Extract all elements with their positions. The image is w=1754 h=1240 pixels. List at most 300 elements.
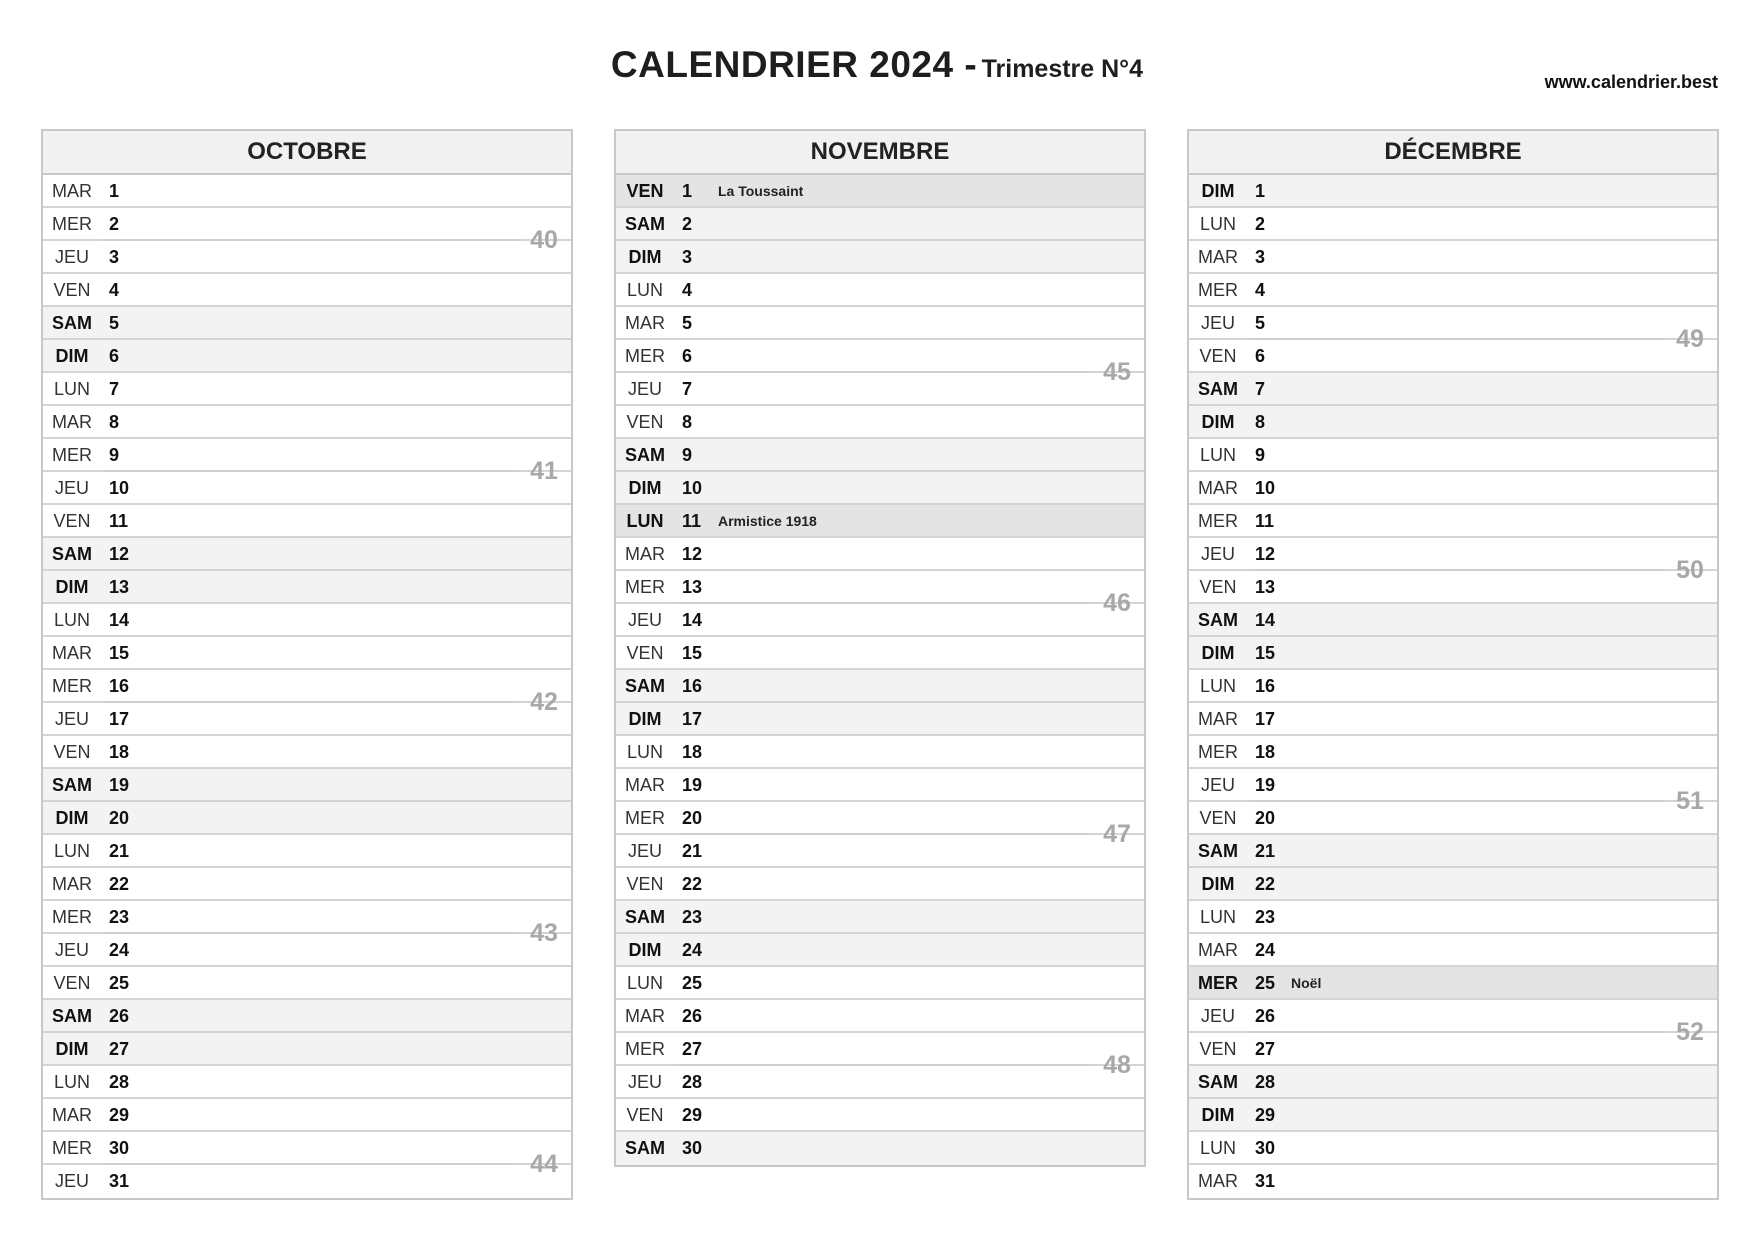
day-number: 7 <box>109 379 120 399</box>
day-number: 5 <box>682 313 693 333</box>
day-of-week: MER <box>1198 280 1238 300</box>
month-column-1 <box>41 129 573 1200</box>
day-number: 26 <box>1255 1006 1276 1026</box>
day-of-week: JEU <box>54 940 89 960</box>
day-of-week: MER <box>625 808 665 828</box>
day-number: 7 <box>1255 379 1266 399</box>
day-of-week: VEN <box>53 742 91 762</box>
day-row <box>43 307 571 340</box>
day-row <box>616 208 1144 241</box>
day-row <box>616 769 1144 802</box>
day-of-week: VEN <box>626 1105 664 1125</box>
week-number: 41 <box>530 457 558 485</box>
day-of-week: SAM <box>625 907 665 927</box>
day-of-week: VEN <box>626 181 664 201</box>
week-separator-line <box>1249 800 1665 802</box>
day-of-week: JEU <box>1200 313 1235 333</box>
week-number: 43 <box>530 919 558 947</box>
day-of-week: MER <box>52 907 92 927</box>
day-of-week: MER <box>52 445 92 465</box>
week-number: 45 <box>1103 358 1131 386</box>
day-of-week: SAM <box>1198 1072 1238 1092</box>
day-row <box>43 769 571 802</box>
day-number: 4 <box>109 280 120 300</box>
day-of-week: MAR <box>1198 1171 1238 1191</box>
day-row <box>1189 571 1717 604</box>
day-row <box>43 802 571 835</box>
day-row <box>1189 274 1717 307</box>
day-row <box>616 538 1144 571</box>
day-of-week: DIM <box>55 577 89 597</box>
day-row <box>43 340 571 373</box>
day-row <box>616 736 1144 769</box>
day-number: 18 <box>1255 742 1276 762</box>
day-row <box>1189 967 1717 1000</box>
day-row <box>43 1099 571 1132</box>
day-of-week: LUN <box>53 610 90 630</box>
day-row <box>616 604 1144 637</box>
day-number: 16 <box>682 676 703 696</box>
day-number: 8 <box>682 412 693 432</box>
day-row <box>43 472 571 505</box>
day-row <box>1189 670 1717 703</box>
day-number: 25 <box>682 973 703 993</box>
day-number: 2 <box>682 214 693 234</box>
day-row <box>1189 439 1717 472</box>
day-row <box>616 472 1144 505</box>
day-of-week: SAM <box>52 313 92 333</box>
day-number: 18 <box>109 742 130 762</box>
holiday-name: La Toussaint <box>718 183 804 199</box>
day-number: 27 <box>682 1039 703 1059</box>
day-row <box>616 934 1144 967</box>
day-of-week: DIM <box>55 808 89 828</box>
day-of-week: DIM <box>628 940 662 960</box>
day-row <box>43 406 571 439</box>
day-of-week: MAR <box>52 1105 92 1125</box>
day-row <box>616 1033 1144 1066</box>
day-row <box>1189 736 1717 769</box>
day-of-week: VEN <box>1199 808 1237 828</box>
day-of-week: VEN <box>53 973 91 993</box>
day-of-week: JEU <box>54 709 89 729</box>
day-row <box>616 373 1144 406</box>
day-of-week: LUN <box>53 379 90 399</box>
day-row <box>616 571 1144 604</box>
day-of-week: SAM <box>1198 841 1238 861</box>
holiday-name: Noël <box>1291 975 1322 991</box>
day-row <box>1189 175 1717 208</box>
title-subtitle: Trimestre N°4 <box>981 55 1144 83</box>
holiday-name: Armistice 1918 <box>718 513 817 529</box>
day-number: 20 <box>109 808 130 828</box>
month-column-3 <box>1187 129 1719 1200</box>
week-number: 46 <box>1103 589 1131 617</box>
day-number: 1 <box>682 181 693 201</box>
day-row <box>616 307 1144 340</box>
day-number: 10 <box>109 478 130 498</box>
day-number: 11 <box>109 511 129 531</box>
day-of-week: MAR <box>52 643 92 663</box>
day-number: 30 <box>1255 1138 1276 1158</box>
day-row <box>43 868 571 901</box>
day-of-week: MAR <box>625 1006 665 1026</box>
month-header: OCTOBRE <box>43 131 571 175</box>
day-row <box>1189 241 1717 274</box>
day-number: 27 <box>1255 1039 1276 1059</box>
day-number: 4 <box>1255 280 1266 300</box>
day-of-week: SAM <box>625 676 665 696</box>
day-of-week: VEN <box>53 280 91 300</box>
day-of-week: LUN <box>626 280 663 300</box>
day-of-week: LUN <box>1199 907 1236 927</box>
day-number: 19 <box>682 775 703 795</box>
day-of-week: DIM <box>1201 1105 1235 1125</box>
day-row <box>616 637 1144 670</box>
day-of-week: LUN <box>626 973 663 993</box>
day-number: 18 <box>682 742 703 762</box>
day-row <box>616 505 1144 538</box>
day-row <box>1189 769 1717 802</box>
title-main: CALENDRIER 2024 - <box>610 44 978 85</box>
week-number: 47 <box>1103 820 1131 848</box>
week-separator-line <box>676 602 1092 604</box>
day-row <box>616 241 1144 274</box>
day-row <box>1189 1066 1717 1099</box>
day-row <box>616 868 1144 901</box>
day-number: 16 <box>109 676 130 696</box>
day-row <box>43 208 571 241</box>
day-number: 17 <box>109 709 130 729</box>
day-row <box>43 538 571 571</box>
day-row <box>43 1066 571 1099</box>
day-row <box>1189 505 1717 538</box>
day-row <box>1189 538 1717 571</box>
day-of-week: MER <box>625 346 665 366</box>
day-number: 29 <box>1255 1105 1276 1125</box>
day-row <box>1189 373 1717 406</box>
week-separator-line <box>103 701 519 703</box>
week-separator-line <box>1249 569 1665 571</box>
day-row <box>43 241 571 274</box>
day-row <box>616 835 1144 868</box>
day-number: 11 <box>1255 511 1275 531</box>
day-row <box>616 175 1144 208</box>
day-of-week: JEU <box>627 610 662 630</box>
day-number: 14 <box>1255 610 1276 630</box>
day-of-week: VEN <box>626 412 664 432</box>
day-number: 8 <box>109 412 120 432</box>
day-number: 2 <box>109 214 120 234</box>
day-number: 25 <box>109 973 130 993</box>
day-row <box>43 1165 571 1198</box>
day-number: 8 <box>1255 412 1266 432</box>
day-row <box>616 406 1144 439</box>
day-of-week: JEU <box>627 379 662 399</box>
day-of-week: MAR <box>1198 247 1238 267</box>
day-row <box>1189 835 1717 868</box>
month-header: NOVEMBRE <box>616 131 1144 175</box>
day-number: 22 <box>682 874 703 894</box>
week-separator-line <box>676 833 1092 835</box>
day-number: 24 <box>109 940 130 960</box>
week-separator-line <box>103 470 519 472</box>
day-number: 6 <box>109 346 120 366</box>
day-number: 12 <box>1255 544 1276 564</box>
day-of-week: DIM <box>55 1039 89 1059</box>
day-number: 13 <box>1255 577 1276 597</box>
day-number: 24 <box>1255 940 1276 960</box>
day-number: 13 <box>109 577 130 597</box>
day-row <box>616 439 1144 472</box>
day-of-week: MER <box>52 676 92 696</box>
day-row <box>43 604 571 637</box>
day-of-week: DIM <box>1201 412 1235 432</box>
day-number: 28 <box>682 1072 703 1092</box>
website-label: www.calendrier.best <box>1544 72 1718 92</box>
day-of-week: SAM <box>52 775 92 795</box>
day-number: 14 <box>682 610 703 630</box>
day-number: 6 <box>1255 346 1266 366</box>
day-of-week: MER <box>1198 742 1238 762</box>
day-row <box>43 1132 571 1165</box>
day-of-week: JEU <box>1200 775 1235 795</box>
day-number: 15 <box>682 643 703 663</box>
day-number: 3 <box>682 247 693 267</box>
day-of-week: MAR <box>625 775 665 795</box>
day-number: 10 <box>1255 478 1276 498</box>
day-row <box>43 835 571 868</box>
day-of-week: DIM <box>1201 643 1235 663</box>
day-number: 24 <box>682 940 703 960</box>
day-of-week: SAM <box>1198 379 1238 399</box>
day-row <box>1189 1033 1717 1066</box>
day-row <box>1189 1000 1717 1033</box>
day-row <box>43 670 571 703</box>
day-row <box>43 274 571 307</box>
day-of-week: MAR <box>52 181 92 201</box>
day-row <box>616 1132 1144 1165</box>
day-of-week: JEU <box>1200 544 1235 564</box>
day-of-week: DIM <box>55 346 89 366</box>
day-row <box>1189 934 1717 967</box>
day-number: 30 <box>109 1138 130 1158</box>
day-of-week: MER <box>1198 511 1238 531</box>
day-row <box>43 703 571 736</box>
day-of-week: JEU <box>54 247 89 267</box>
day-number: 17 <box>682 709 703 729</box>
day-number: 15 <box>109 643 130 663</box>
day-of-week: MER <box>625 1039 665 1059</box>
day-row <box>1189 340 1717 373</box>
day-number: 26 <box>109 1006 130 1026</box>
day-row <box>43 373 571 406</box>
day-of-week: LUN <box>1199 445 1236 465</box>
week-separator-line <box>676 371 1092 373</box>
day-of-week: DIM <box>628 247 662 267</box>
day-row <box>43 175 571 208</box>
day-number: 21 <box>682 841 703 861</box>
day-row <box>1189 406 1717 439</box>
day-row <box>1189 802 1717 835</box>
day-of-week: MAR <box>1198 940 1238 960</box>
day-number: 23 <box>109 907 130 927</box>
day-number: 28 <box>1255 1072 1276 1092</box>
day-row <box>1189 901 1717 934</box>
day-of-week: LUN <box>53 1072 90 1092</box>
day-row <box>616 340 1144 373</box>
day-row <box>43 934 571 967</box>
day-row <box>43 637 571 670</box>
day-row <box>43 571 571 604</box>
day-row <box>1189 703 1717 736</box>
week-number: 50 <box>1676 556 1704 584</box>
week-separator-line <box>103 239 519 241</box>
week-number: 52 <box>1676 1018 1704 1046</box>
day-of-week: VEN <box>1199 577 1237 597</box>
day-number: 15 <box>1255 643 1276 663</box>
week-number: 44 <box>530 1150 558 1178</box>
week-separator-line <box>1249 338 1665 340</box>
day-number: 25 <box>1255 973 1276 993</box>
day-of-week: MAR <box>625 544 665 564</box>
week-separator-line <box>103 932 519 934</box>
week-number: 49 <box>1676 325 1704 353</box>
day-number: 30 <box>682 1138 703 1158</box>
day-of-week: JEU <box>627 1072 662 1092</box>
day-number: 12 <box>109 544 130 564</box>
day-row <box>43 439 571 472</box>
day-of-week: MER <box>52 1138 92 1158</box>
week-number: 40 <box>530 226 558 254</box>
day-of-week: DIM <box>628 709 662 729</box>
day-row <box>43 901 571 934</box>
day-of-week: SAM <box>52 1006 92 1026</box>
day-number: 23 <box>682 907 703 927</box>
day-number: 9 <box>682 445 693 465</box>
day-of-week: MAR <box>52 412 92 432</box>
day-number: 26 <box>682 1006 703 1026</box>
day-row <box>616 703 1144 736</box>
day-number: 1 <box>109 181 120 201</box>
day-row <box>1189 1132 1717 1165</box>
day-number: 13 <box>682 577 703 597</box>
week-separator-line <box>676 1064 1092 1066</box>
week-number: 51 <box>1676 787 1704 815</box>
day-of-week: JEU <box>54 1171 89 1191</box>
day-number: 19 <box>109 775 130 795</box>
day-row <box>43 967 571 1000</box>
day-number: 10 <box>682 478 703 498</box>
day-of-week: LUN <box>626 742 663 762</box>
day-of-week: MAR <box>1198 709 1238 729</box>
day-row <box>1189 472 1717 505</box>
day-number: 16 <box>1255 676 1276 696</box>
day-number: 28 <box>109 1072 130 1092</box>
day-number: 31 <box>109 1171 130 1191</box>
day-row <box>616 1000 1144 1033</box>
day-row <box>616 1066 1144 1099</box>
day-number: 21 <box>1255 841 1276 861</box>
day-of-week: DIM <box>628 478 662 498</box>
day-number: 23 <box>1255 907 1276 927</box>
day-number: 22 <box>109 874 130 894</box>
day-of-week: SAM <box>625 445 665 465</box>
day-number: 9 <box>1255 445 1266 465</box>
day-number: 27 <box>109 1039 130 1059</box>
day-of-week: LUN <box>1199 1138 1236 1158</box>
day-of-week: SAM <box>625 214 665 234</box>
week-number: 42 <box>530 688 558 716</box>
day-number: 9 <box>109 445 120 465</box>
day-of-week: SAM <box>625 1138 665 1158</box>
day-number: 5 <box>1255 313 1266 333</box>
day-of-week: JEU <box>54 478 89 498</box>
day-number: 1 <box>1255 181 1266 201</box>
day-of-week: LUN <box>626 511 664 531</box>
day-of-week: JEU <box>627 841 662 861</box>
day-number: 22 <box>1255 874 1276 894</box>
day-row <box>616 901 1144 934</box>
week-number: 48 <box>1103 1051 1131 1079</box>
month-column-2 <box>614 129 1146 1167</box>
day-of-week: LUN <box>1199 676 1236 696</box>
day-of-week: SAM <box>52 544 92 564</box>
day-of-week: MER <box>625 577 665 597</box>
day-row <box>43 1000 571 1033</box>
day-number: 14 <box>109 610 130 630</box>
day-of-week: MAR <box>625 313 665 333</box>
day-row <box>1189 208 1717 241</box>
day-of-week: DIM <box>1201 874 1235 894</box>
day-of-week: MAR <box>1198 478 1238 498</box>
day-of-week: MER <box>52 214 92 234</box>
day-number: 19 <box>1255 775 1276 795</box>
day-row <box>1189 1099 1717 1132</box>
day-number: 7 <box>682 379 693 399</box>
day-number: 3 <box>1255 247 1266 267</box>
day-of-week: VEN <box>53 511 91 531</box>
day-number: 29 <box>682 1105 703 1125</box>
day-of-week: LUN <box>53 841 90 861</box>
day-row <box>616 670 1144 703</box>
day-number: 17 <box>1255 709 1276 729</box>
day-of-week: SAM <box>1198 610 1238 630</box>
day-of-week: VEN <box>1199 1039 1237 1059</box>
day-of-week: DIM <box>1201 181 1235 201</box>
day-row <box>43 1033 571 1066</box>
day-number: 11 <box>682 511 702 531</box>
day-of-week: JEU <box>1200 1006 1235 1026</box>
month-header: DÉCEMBRE <box>1189 131 1717 175</box>
day-row <box>43 505 571 538</box>
day-number: 20 <box>1255 808 1276 828</box>
day-row <box>616 802 1144 835</box>
day-number: 6 <box>682 346 693 366</box>
day-number: 31 <box>1255 1171 1276 1191</box>
day-of-week: VEN <box>626 874 664 894</box>
day-row <box>43 736 571 769</box>
day-number: 2 <box>1255 214 1266 234</box>
day-number: 20 <box>682 808 703 828</box>
day-number: 29 <box>109 1105 130 1125</box>
day-row <box>1189 868 1717 901</box>
day-row <box>616 1099 1144 1132</box>
week-separator-line <box>103 1163 519 1165</box>
day-row <box>1189 307 1717 340</box>
day-number: 3 <box>109 247 120 267</box>
day-number: 21 <box>109 841 130 861</box>
